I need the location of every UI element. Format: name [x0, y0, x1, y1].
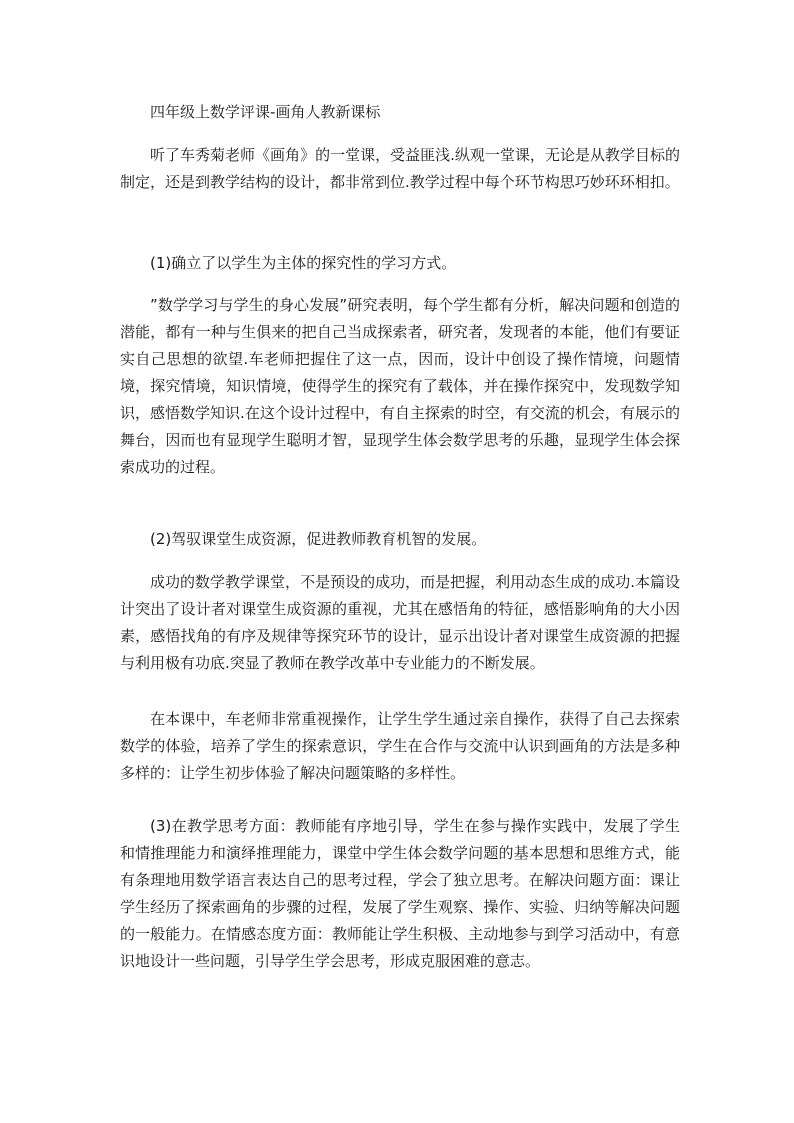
paragraph-heading-3: (3)在教学思考方面：教师能有序地引导，学生在参与操作实践中，发展了学生和情推理能力和演绎推理能力，课堂中学生体会数学问题的基本思想和思维方式，能有条理地用数学语言表达自己的思考过程，学会了独立思考。在解决问题方面：课让学生经历了探索画角的步骤的过程，发展了学生观察、操作、实验、归纳等解决问题的一般能力。在情感态度方面：教师能让学生积极、主动地参与到学习活动中，有意识地设计一些问题，引导学生学会思考，形成克服困难的意志。 [120, 817, 680, 970]
paragraph-intro: 听了车秀菊老师《画角》的一堂课，受益匪浅.纵观一堂课，无论是从教学目标的制定，还是到教学结构的设计，都非常到位.教学过程中每个环节构思巧妙环环相扣。 [120, 146, 680, 191]
paragraph-exploration: ”数学学习与学生的身心发展”研究表明，每个学生都有分析，解决问题和创造的潜能，都有一种与生俱来的把自己当成探索者，研究者，发现者的本能，他们有要证实自己思想的欲望.车老师把握住了这一点，因而，设计中创设了操作情境，问题情境，探究情境，知识情境，使得学生的探究有了载体，并在操作探究中，发现数学知识，感悟数学知识.在这个设计过程中，有自主探索的时空，有交流的机会，有展示的舞台，因而也有显现学生聪明才智，显现学生体会数学思考的乐趣，显现学生体会探索成功的过程。 [120, 296, 680, 476]
paragraph-operation: 在本课中，车老师非常重视操作，让学生学生通过亲自操作，获得了自己去探索数学的体验，培养了学生的探索意识，学生在合作与交流中认识到画角的方法是多种多样的：让学生初步体验了解决问题策略的多样性。 [120, 710, 680, 782]
paragraph-resources: 成功的数学教学课堂，不是预设的成功，而是把握，利用动态生成的成功.本篇设计突出了设计者对课堂生成资源的重视，尤其在感悟角的特征，感悟影响角的大小因素，感悟找角的有序及规律等探究环节的设计，显示出设计者对课堂生成资源的把握与利用极有功底.突显了教师在教学改革中专业能力的不断发展。 [120, 573, 680, 672]
paragraph-heading-1: (1)确立了以学生为主体的探究性的学习方式。 [150, 254, 457, 272]
document-title: 四年级上数学评课-画角人教新课标 [150, 103, 381, 121]
paragraph-heading-2: (2)驾驭课堂生成资源，促进教师教育机智的发展。 [150, 530, 487, 548]
